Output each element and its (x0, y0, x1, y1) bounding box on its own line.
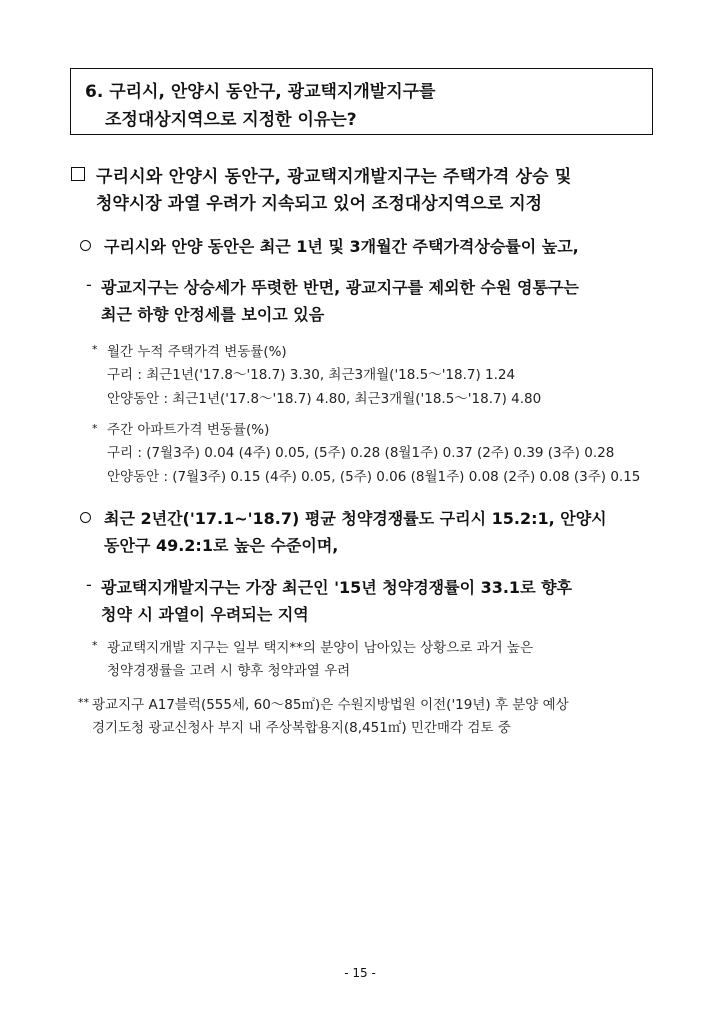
summary-line-1: 구리시와 안양시 동안구, 광교택지개발지구는 주택가격 상승 및 (96, 167, 572, 187)
dash-2-line-1: 광교택지개발지구는 가장 최근인 '15년 청약경쟁률이 33.1로 향후 (101, 578, 573, 597)
note-3-line-1: 광교택지개발 지구는 일부 택지**의 분양이 남아있는 상황으로 과거 높은 (107, 640, 534, 656)
point-2-line-2: 동안구 49.2:1로 높은 수준이며, (104, 536, 339, 555)
question-title-line-1: 6. 구리시, 안양시 동안구, 광교택지개발지구를 (85, 82, 436, 102)
point-2-line-1: 최근 2년간('17.1~'18.7) 평균 청약경쟁률도 구리시 15.2:1, 안양시 (104, 509, 607, 528)
note-2-line-1: 구리 : (7월3주) 0.04 (4주) 0.05, (5주) 0.28 (8월1주) 0.37 (2주) 0.39 (3주) 0.28 (107, 445, 615, 461)
page-number: - 15 - (344, 966, 376, 980)
note-2-heading: 주간 아파트가격 변동률(%) (107, 422, 270, 438)
asterisk-mark: * (92, 639, 98, 652)
question-title-box (70, 68, 653, 135)
circle-bullet-icon (80, 512, 91, 523)
circle-bullet-icon (80, 240, 91, 251)
note-1-line-1: 구리 : 최근1년('17.8～'18.7) 3.30, 최근3개월('18.5～'18.7) 1.24 (107, 367, 516, 383)
dash-bullet: - (86, 275, 92, 294)
note-1-heading: 월간 누적 주택가격 변동률(%) (107, 344, 287, 360)
note-4-line-1: 광교지구 A17블럭(555세, 60～85㎡)은 수원지방법원 이전('19년) 후 분양 예상 (92, 697, 569, 713)
point-1-text: 구리시와 안양 동안은 최근 1년 및 3개월간 주택가격상승률이 높고, (104, 237, 579, 256)
question-title-line-2: 조정대상지역으로 지정한 이유는? (105, 110, 357, 130)
asterisk-mark: * (92, 422, 98, 435)
note-4-line-2: 경기도청 광교신청사 부지 내 주상복합용지(8,451㎡) 민간매각 검토 중 (92, 720, 511, 736)
note-2-line-2: 안양동안 : (7월3주) 0.15 (4주) 0.05, (5주) 0.06 (8월1주) 0.08 (2주) 0.08 (3주) 0.15 (107, 469, 641, 485)
dash-1-line-2: 최근 하향 안정세를 보이고 있음 (101, 305, 325, 324)
double-asterisk-mark: ** (78, 696, 89, 709)
summary-line-2: 청약시장 과열 우려가 지속되고 있어 조정대상지역으로 지정 (96, 194, 543, 214)
dash-bullet: - (86, 575, 92, 594)
dash-1-line-1: 광교지구는 상승세가 뚜렷한 반면, 광교지구를 제외한 수원 영통구는 (101, 278, 579, 297)
square-bullet-icon (71, 167, 85, 181)
dash-2-line-2: 청약 시 과열이 우려되는 지역 (101, 605, 309, 624)
note-3-line-2: 청약경쟁률을 고려 시 향후 청약과열 우려 (107, 663, 351, 679)
asterisk-mark: * (92, 343, 98, 356)
note-1-line-2: 안양동안 : 최근1년('17.8～'18.7) 4.80, 최근3개월('18.5～'18.7) 4.80 (107, 391, 542, 407)
